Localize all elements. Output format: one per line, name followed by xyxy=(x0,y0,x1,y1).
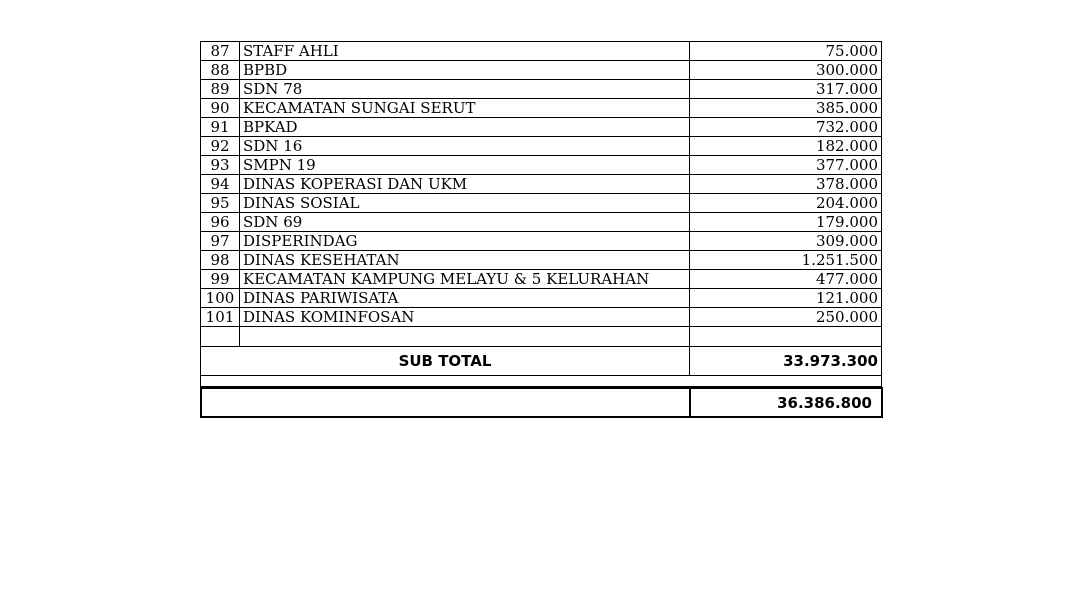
grand-total-label xyxy=(201,388,690,417)
row-number: 101 xyxy=(201,308,240,327)
subtotal-amount: 33.973.300 xyxy=(690,347,882,376)
row-name: DINAS KESEHATAN xyxy=(240,251,690,270)
grand-total-amount: 36.386.800 xyxy=(690,388,882,417)
allocation-rows xyxy=(201,42,882,327)
table-row xyxy=(201,156,882,175)
row-amount: 377.000 xyxy=(690,156,882,175)
blank-row xyxy=(201,327,882,347)
row-number: 94 xyxy=(201,175,240,194)
row-amount: 309.000 xyxy=(690,232,882,251)
row-number: 100 xyxy=(201,289,240,308)
row-name: DINAS KOMINFOSAN xyxy=(240,308,690,327)
table-row xyxy=(201,289,882,308)
row-name: DINAS KOPERASI DAN UKM xyxy=(240,175,690,194)
row-amount: 732.000 xyxy=(690,118,882,137)
row-amount: 317.000 xyxy=(690,80,882,99)
row-amount: 204.000 xyxy=(690,194,882,213)
row-amount: 179.000 xyxy=(690,213,882,232)
subtotal-row xyxy=(201,347,882,376)
row-name: SDN 78 xyxy=(240,80,690,99)
grand-total-table xyxy=(200,387,883,418)
spacer-row xyxy=(201,376,882,387)
table-row xyxy=(201,118,882,137)
row-number: 97 xyxy=(201,232,240,251)
blank-cell xyxy=(240,327,690,347)
table-row xyxy=(201,137,882,156)
row-number: 98 xyxy=(201,251,240,270)
row-name: SDN 16 xyxy=(240,137,690,156)
row-name: BPBD xyxy=(240,61,690,80)
row-name: STAFF AHLI xyxy=(240,42,690,61)
table-row xyxy=(201,194,882,213)
table-row xyxy=(201,99,882,118)
grand-total-row xyxy=(201,388,882,417)
row-amount: 250.000 xyxy=(690,308,882,327)
row-number: 95 xyxy=(201,194,240,213)
row-number: 99 xyxy=(201,270,240,289)
row-amount: 121.000 xyxy=(690,289,882,308)
table-row xyxy=(201,61,882,80)
table-row xyxy=(201,251,882,270)
blank-cell xyxy=(690,327,882,347)
row-amount: 385.000 xyxy=(690,99,882,118)
table-row xyxy=(201,213,882,232)
table-row xyxy=(201,175,882,194)
table-row xyxy=(201,270,882,289)
row-number: 88 xyxy=(201,61,240,80)
row-amount: 477.000 xyxy=(690,270,882,289)
row-number: 93 xyxy=(201,156,240,175)
row-number: 91 xyxy=(201,118,240,137)
row-number: 87 xyxy=(201,42,240,61)
row-amount: 378.000 xyxy=(690,175,882,194)
row-name: KECAMATAN SUNGAI SERUT xyxy=(240,99,690,118)
row-name: SMPN 19 xyxy=(240,156,690,175)
row-number: 92 xyxy=(201,137,240,156)
row-number: 90 xyxy=(201,99,240,118)
table-row xyxy=(201,42,882,61)
allocation-table xyxy=(200,41,882,387)
subtotal-label: SUB TOTAL xyxy=(201,347,690,376)
row-amount: 182.000 xyxy=(690,137,882,156)
table-row xyxy=(201,232,882,251)
row-name: BPKAD xyxy=(240,118,690,137)
budget-table-page xyxy=(200,41,881,418)
spacer-cell xyxy=(201,376,882,387)
table-row xyxy=(201,80,882,99)
row-amount: 1.251.500 xyxy=(690,251,882,270)
row-name: SDN 69 xyxy=(240,213,690,232)
row-name: DINAS SOSIAL xyxy=(240,194,690,213)
row-name: KECAMATAN KAMPUNG MELAYU & 5 KELURAHAN xyxy=(240,270,690,289)
row-name: DINAS PARIWISATA xyxy=(240,289,690,308)
row-amount: 300.000 xyxy=(690,61,882,80)
row-amount: 75.000 xyxy=(690,42,882,61)
row-name: DISPERINDAG xyxy=(240,232,690,251)
row-number: 89 xyxy=(201,80,240,99)
blank-cell xyxy=(201,327,240,347)
table-row xyxy=(201,308,882,327)
row-number: 96 xyxy=(201,213,240,232)
